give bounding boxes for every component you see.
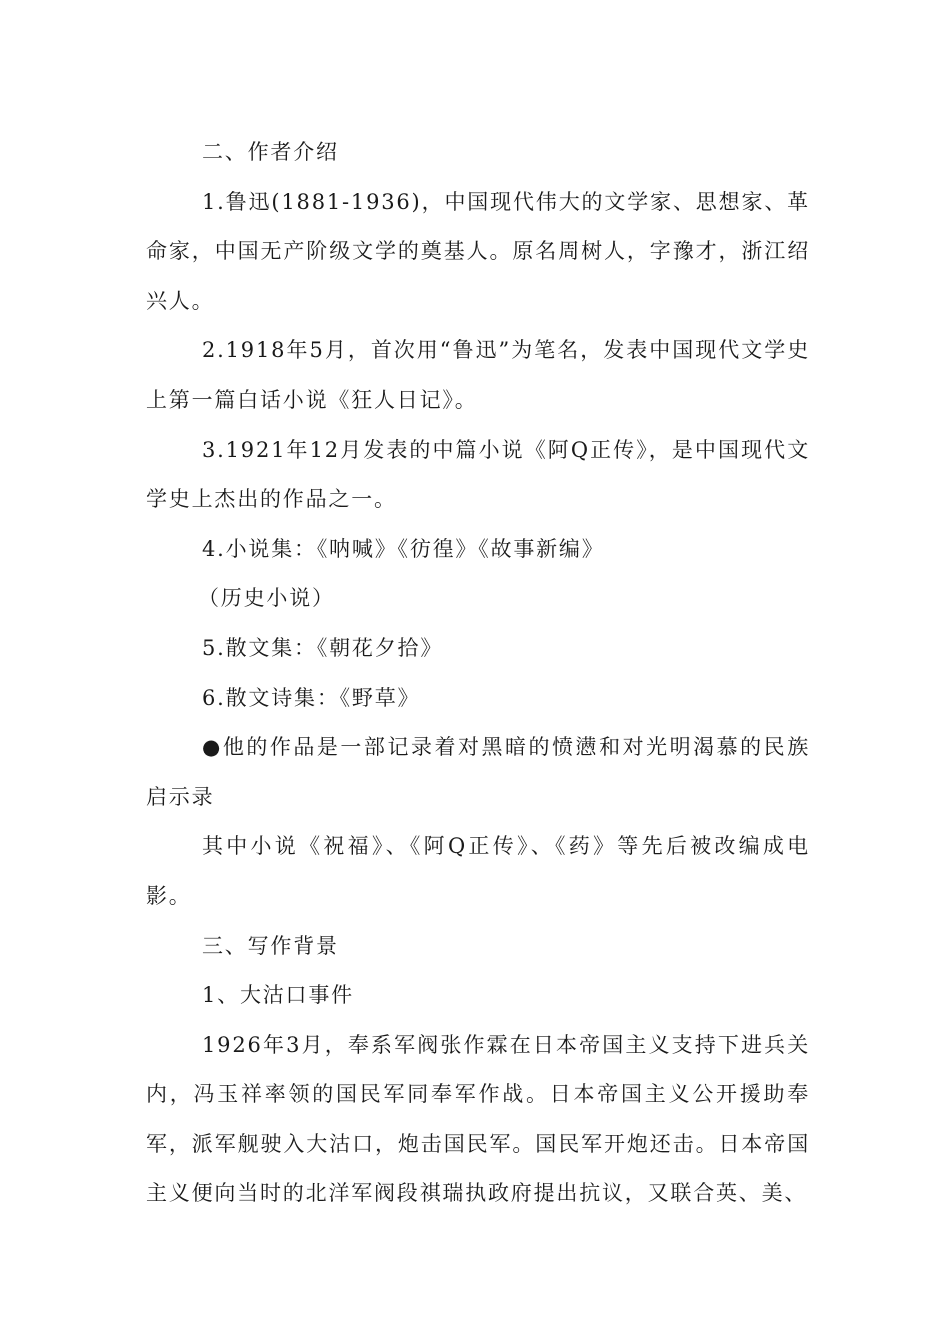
paragraph-bullet-note: ●他的作品是一部记录着对黑暗的愤懑和对光明渴慕的民族启示录 bbox=[146, 735, 810, 809]
paragraph-film-note: 其中小说《祝福》、《阿Q正传》、《药》等先后被改编成电影。 bbox=[146, 834, 810, 908]
paragraph-item-6: 6.散文诗集：《野草》 bbox=[202, 685, 421, 710]
section-heading-author-intro: 二、作者介绍 bbox=[202, 140, 339, 164]
paragraph-item-3: 3.1921年12月发表的中篇小说《阿Q正传》，是中国现代文学史上杰出的作品之一。 bbox=[146, 437, 810, 512]
paragraph-item-1: 1.鲁迅(1881-1936)，中国现代伟大的文学家、思想家、革命家，中国无产阶级文学的奠基人。原名周树人，字豫才，浙江绍兴人。 bbox=[146, 189, 810, 313]
paragraph-item-4: 4.小说集：《呐喊》《彷徨》《故事新编》 bbox=[202, 536, 605, 561]
paragraph-background-body: 1926年3月，奉系军阀张作霖在日本帝国主义支持下进兵关内，冯玉祥率领的国民军同奉军作战。日本帝国主义公开援助奉军，派军舰驶入大沽口，炮击国民军。国民军开炮还击。日本帝国主义便向当时的北洋军阀段祺瑞执政府提出抗议，又联合英、美、 bbox=[146, 1032, 810, 1206]
paragraph-item-4-note: （历史小说） bbox=[198, 586, 335, 611]
subheading-dagukou-incident: 1、大沽口事件 bbox=[202, 983, 354, 1008]
paragraph-item-5: 5.散文集：《朝花夕拾》 bbox=[202, 635, 444, 660]
section-heading-writing-background: 三、写作背景 bbox=[202, 933, 339, 958]
document-body bbox=[146, 128, 810, 1219]
paragraph-item-2: 2.1918年5月，首次用“鲁迅”为笔名，发表中国现代文学史上第一篇白话小说《狂人日记》。 bbox=[146, 338, 810, 412]
